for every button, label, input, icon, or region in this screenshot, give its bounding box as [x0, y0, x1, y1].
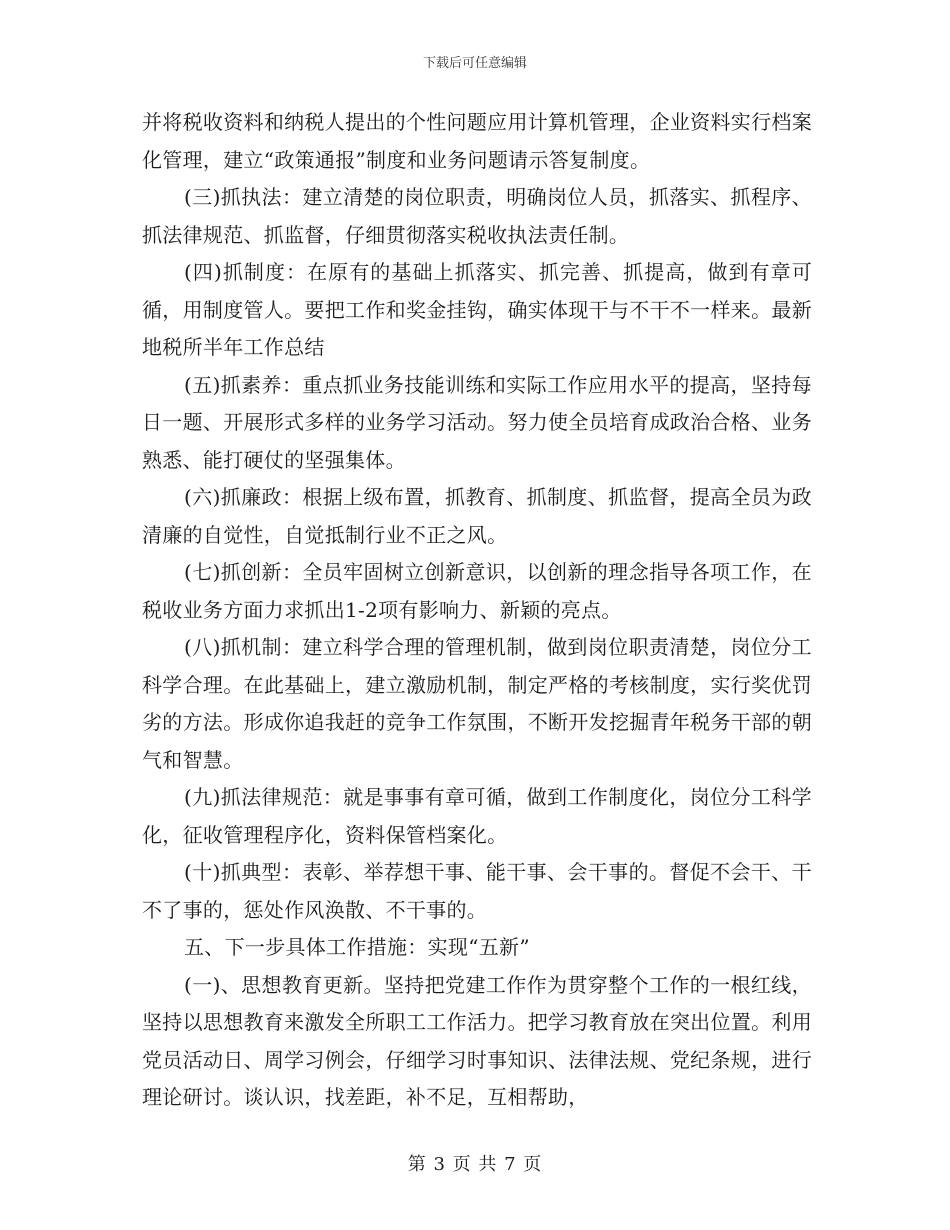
page-number: 第 3 页 共 7 页	[407, 1154, 543, 1175]
paragraph: (七)抓创新：全员牢固树立创新意识，以创新的理念指导各项工作，在税收业务方面力求抓出1-2项有影响力、新颖的亮点。	[142, 560, 812, 622]
paragraph: (五)抓素养：重点抓业务技能训练和实际工作应用水平的提高，坚持每日一题、开展形式多样的业务学习活动。努力使全员培育成政治合格、业务熟悉、能打硬仗的坚强集体。	[142, 372, 812, 472]
section-heading: 五、下一步具体工作措施：实现“五新”	[184, 935, 530, 959]
paragraph: (四)抓制度：在原有的基础上抓落实、抓完善、抓提高，做到有章可循，用制度管人。要把工作和奖金挂钩，确实体现干与不干不一样来。最新地税所半年工作总结	[142, 260, 812, 359]
document-body	[142, 104, 812, 1117]
paragraph: (六)抓廉政：根据上级布置，抓教育、抓制度、抓监督，提高全员为政清廉的自觉性，自觉抵制行业不正之风。	[142, 485, 812, 547]
page-header: 下载后可任意编辑	[422, 56, 527, 71]
paragraph: (一)、思想教育更新。坚持把党建工作作为贯穿整个工作的一根红线，坚持以思想教育来激发全所职工工作活力。把学习教育放在突出位置。利用党员活动日、周学习例会，仔细学习时事知识、法律法规、党纪条规，进行理论研讨。谈认识，找差距，补不足，互相帮助，	[142, 972, 812, 1109]
paragraph: (八)抓机制：建立科学合理的管理机制，做到岗位职责清楚，岗位分工科学合理。在此基础上，建立激励机制，制定严格的考核制度，实行奖优罚劣的方法。形成你追我赶的竞争工作氛围，不断开发挖掘青年税务干部的朝气和智慧。	[142, 635, 812, 772]
paragraph: (九)抓法律规范：就是事事有章可循，做到工作制度化，岗位分工科学化，征收管理程序化，资料保管档案化。	[142, 785, 812, 847]
paragraph: (十)抓典型：表彰、举荐想干事、能干事、会干事的。督促不会干、干不了事的，惩处作风涣散、不干事的。	[142, 860, 812, 922]
paragraph: 并将税收资料和纳税人提出的个性问题应用计算机管理，企业资料实行档案化管理，建立“政策通报”制度和业务问题请示答复制度。	[142, 110, 812, 172]
paragraph: (三)抓执法：建立清楚的岗位职责，明确岗位人员，抓落实、抓程序、抓法律规范、抓监督，仔细贯彻落实税收执法责任制。	[142, 185, 812, 247]
